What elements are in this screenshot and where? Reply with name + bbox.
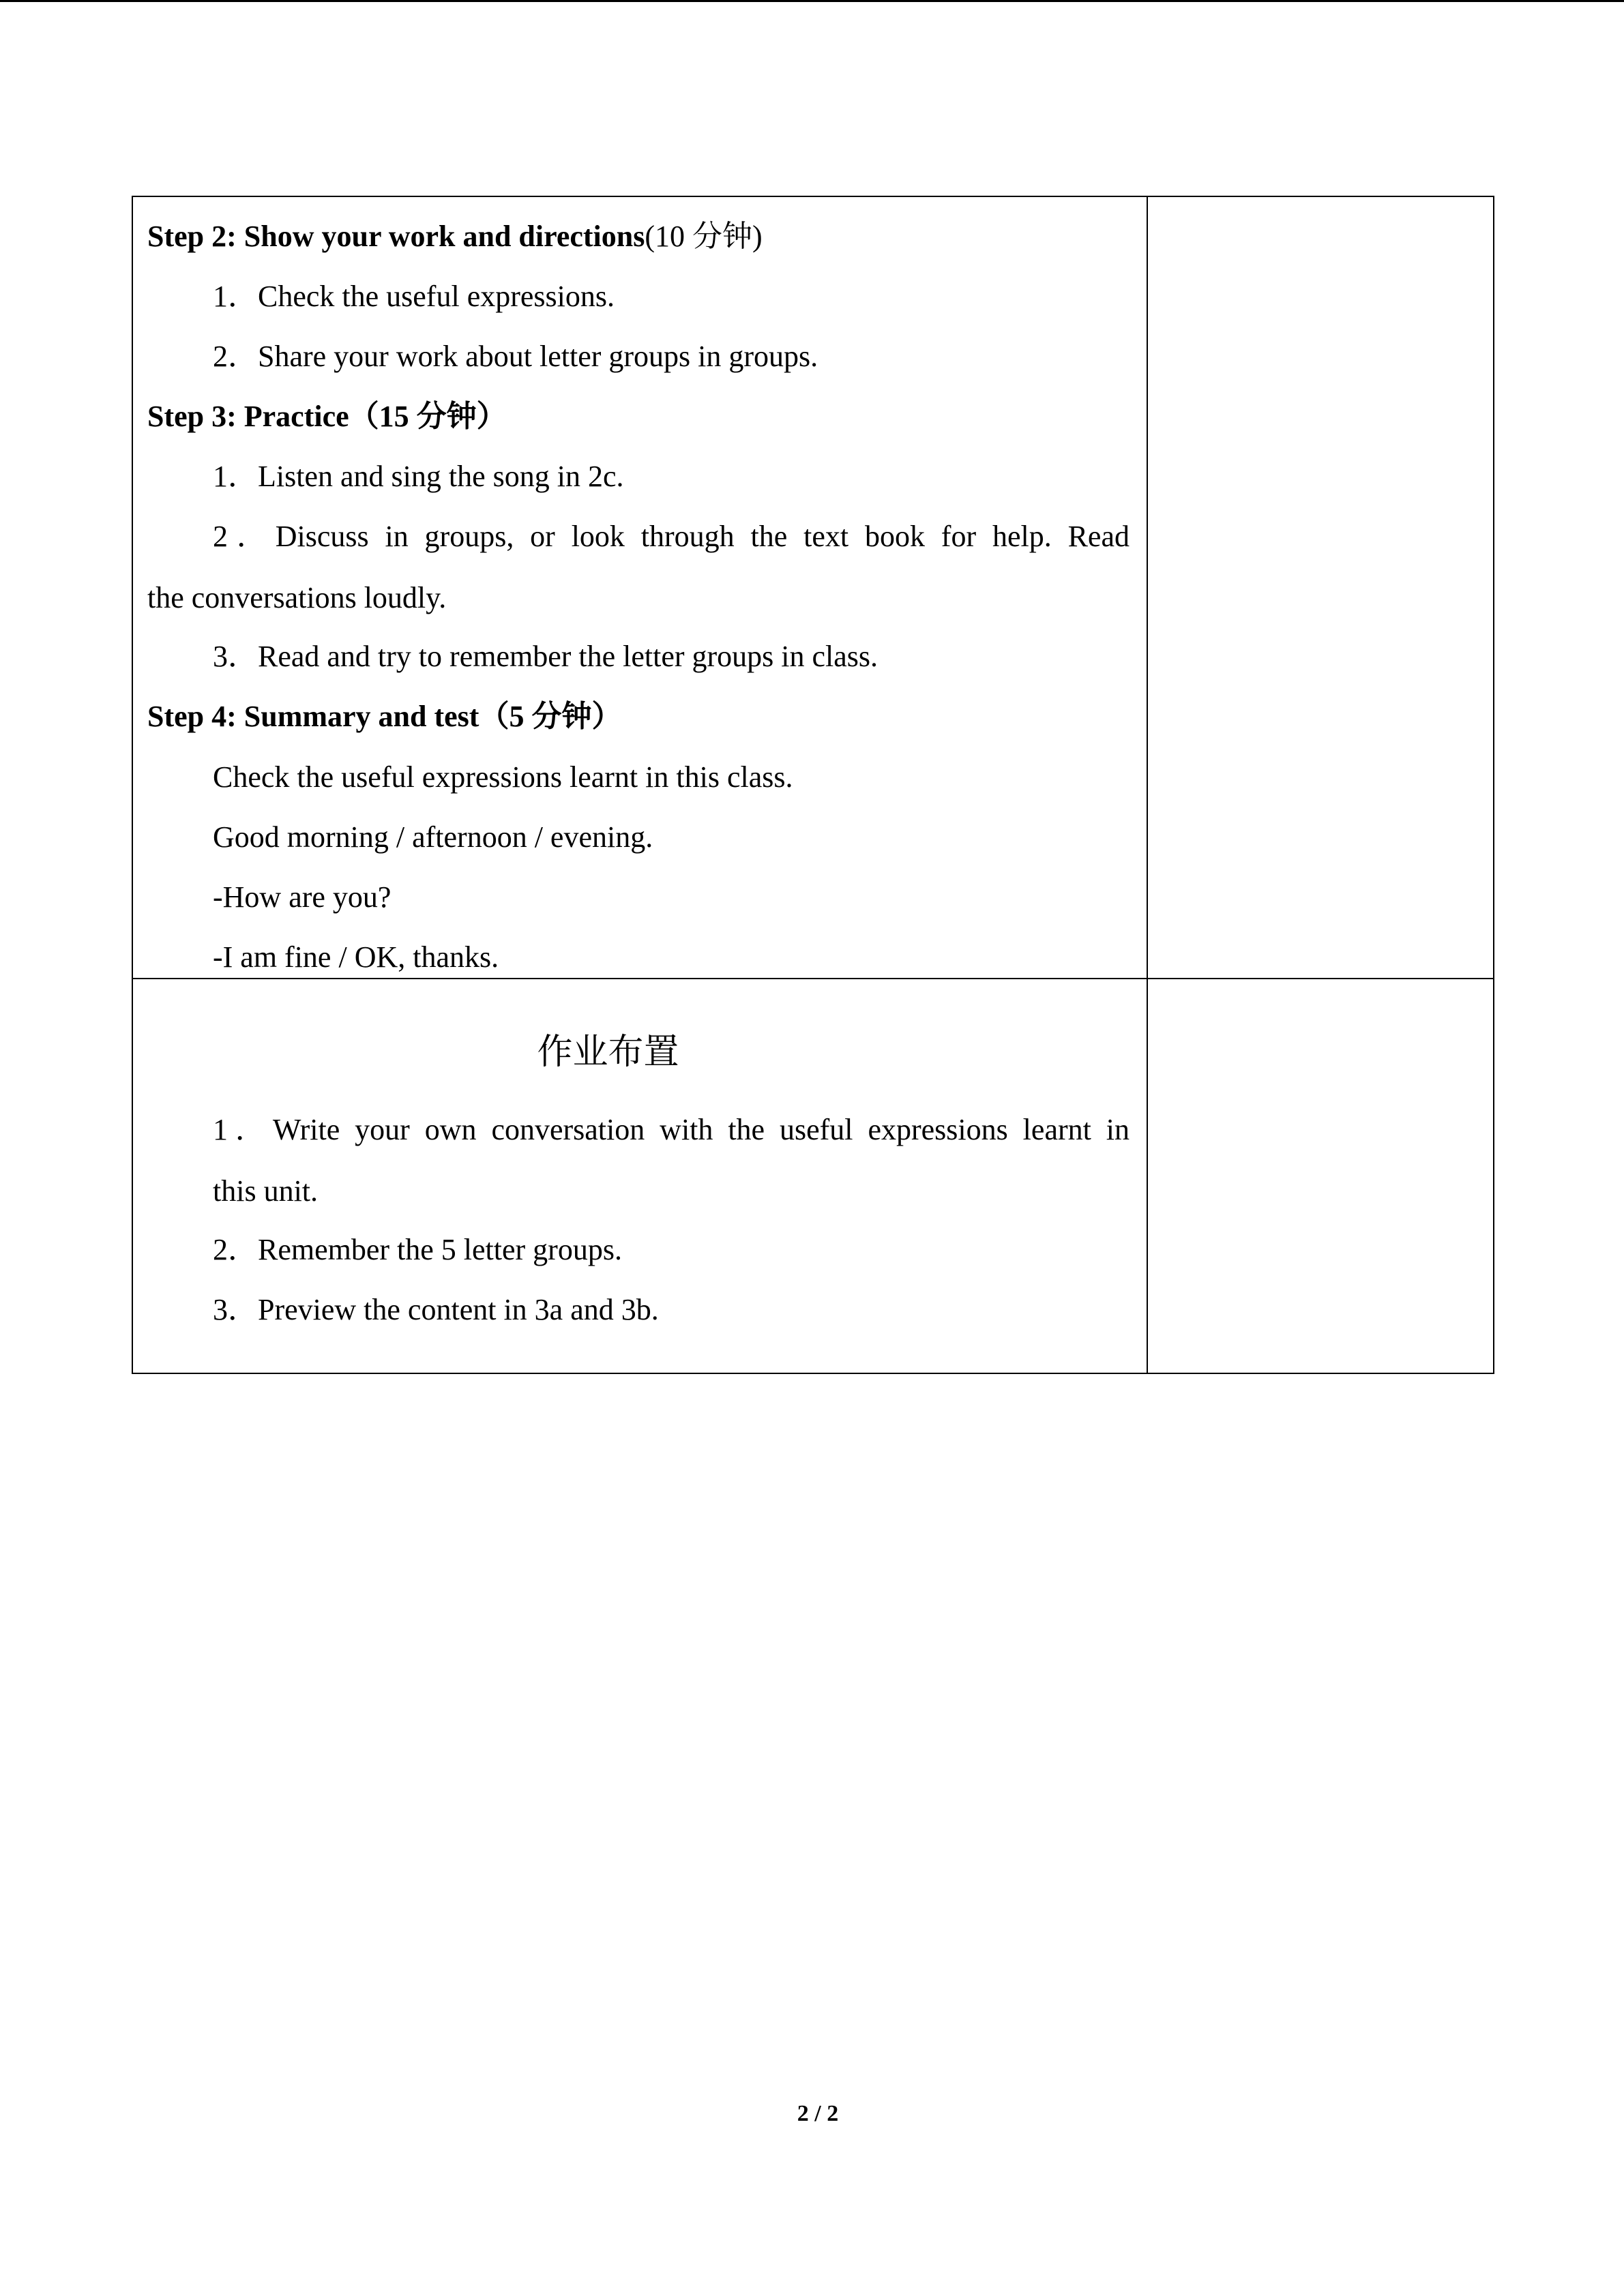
step3-item-1: 1．Listen and sing the song in 2c. [213, 460, 624, 493]
step2-time: (10 分钟) [645, 220, 763, 253]
step3-item-3: 3．Read and try to remember the letter groups in class. [213, 640, 879, 673]
steps-notes-cell [1147, 196, 1494, 979]
page-top-border [0, 0, 1624, 2]
step4-line-2: Good morning / afternoon / evening. [213, 820, 653, 854]
homework-item-1-line-2: this unit. [213, 1174, 319, 1208]
homework-notes-cell [1147, 979, 1494, 1373]
homework-row [132, 979, 1494, 1373]
step4-line-1: Check the useful expressions learnt in this class. [213, 760, 793, 794]
steps-cell [132, 196, 1147, 979]
homework-title: 作业布置 [537, 1032, 679, 1073]
steps-row [132, 196, 1494, 979]
homework-item-3: 3．Preview the content in 3a and 3b. [213, 1293, 659, 1326]
step4-line-4: -I am fine / OK, thanks. [213, 940, 499, 974]
step3-item-2-line-2: the conversations loudly. [147, 581, 447, 614]
lesson-plan-table [132, 196, 1494, 1374]
homework-cell [132, 979, 1147, 1373]
step2-heading-text: Step 2: Show your work and directions [147, 220, 645, 253]
homework-item-2: 2．Remember the 5 letter groups. [213, 1233, 622, 1266]
step4-heading: Step 4: Summary and test（5 分钟） [147, 700, 622, 733]
step4-line-3: -How are you? [213, 880, 392, 914]
page-number: 2 / 2 [797, 2101, 839, 2126]
step2-item-2: 2．Share your work about letter groups in groups. [213, 340, 818, 373]
step3-item-2-line-1: 2．Discuss in groups, or look through the text book for help. Read [213, 520, 1130, 553]
step3-heading: Step 3: Practice（15 分钟） [147, 400, 507, 433]
homework-item-1-line-1: 1．Write your own conversation with the useful expressions learnt in [213, 1113, 1130, 1146]
step2-item-1: 1．Check the useful expressions. [213, 280, 615, 313]
step2-heading [147, 218, 763, 256]
